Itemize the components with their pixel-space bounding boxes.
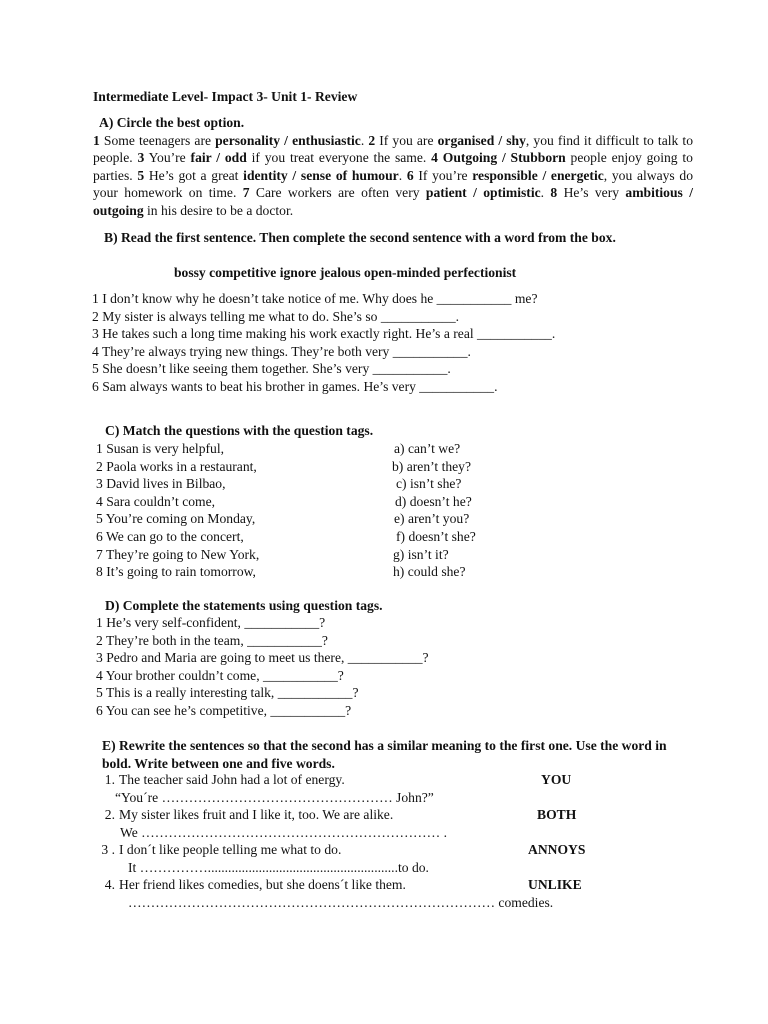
answer-line: ……………………………………………………………………… comedies. <box>128 895 554 910</box>
option-text: 2 <box>368 132 376 148</box>
rewrite-item-4 <box>93 876 406 894</box>
sentence-text: if you treat everyone the same. <box>246 150 432 166</box>
question-item: 5 You’re coming on Monday, <box>96 511 256 527</box>
section-c-heading: C) Match the questions with the question tags. <box>105 423 374 438</box>
option-text: ambitious / outgoing <box>93 185 693 218</box>
list-item: 2 They’re both in the team, ___________? <box>96 632 328 648</box>
sentence-text: Some teenagers are <box>99 132 216 148</box>
item-number: 1. <box>104 772 115 787</box>
section-a-text <box>93 132 693 220</box>
section-a <box>93 114 693 220</box>
sentence-text: people enjoy going to parties. <box>93 150 693 183</box>
tag-item: a) can’t we? <box>394 441 461 456</box>
option-text: 1 <box>93 132 100 148</box>
list-item: 3 He takes such a long time making his work exactly right. He’s a real ___________. <box>92 326 556 342</box>
list-item: 5 She doesn’t like seeing them together. She’s very ___________. <box>92 361 451 377</box>
list-item: 3 Pedro and Maria are going to meet us there, ___________? <box>96 650 429 666</box>
tag-item: d) doesn’t he? <box>395 493 472 509</box>
question-item: 6 We can go to the concert, <box>96 528 244 544</box>
item-number: 2. <box>104 807 115 822</box>
option-text: 5 <box>137 167 145 183</box>
question-item: 4 Sara couldn’t come, <box>96 493 216 509</box>
sentence-text: . <box>398 167 407 183</box>
question-item: 7 They’re going to New York, <box>96 546 260 562</box>
sentence-text: He’s got a great <box>144 167 244 183</box>
section-b-items <box>92 290 555 396</box>
option-text: personality / enthusiastic <box>215 132 361 148</box>
option-text: patient / optimistic <box>425 185 541 201</box>
section-e <box>93 737 683 772</box>
answer-line: “You´re …………………………………………… John?” <box>115 790 434 805</box>
key-word: BOTH <box>537 807 577 822</box>
tag-item: h) could she? <box>393 564 466 580</box>
sentence-text: . <box>360 132 369 148</box>
page-title: Intermediate Level- Impact 3- Unit 1- Review <box>93 89 358 104</box>
key-word: ANNOYS <box>528 842 586 857</box>
sentence-text: You’re <box>144 150 191 166</box>
section-c-questions <box>96 440 259 581</box>
question-item: 1 Susan is very helpful, <box>96 441 224 456</box>
option-text: 4 Outgoing / Stubborn <box>431 150 566 166</box>
list-item: 4 Your brother couldn’t come, ___________? <box>96 667 344 683</box>
tag-item: b) aren’t they? <box>392 458 472 474</box>
section-b <box>80 229 680 247</box>
sentence-text: If you’re <box>413 167 473 183</box>
item-sentence: Her friend likes comedies, but she doens´t like them. <box>119 877 406 892</box>
sentence-text: , you find it difficult to talk to people. <box>93 132 693 166</box>
rewrite-item-1 <box>93 771 345 789</box>
sentence-text: If you are <box>375 132 438 148</box>
answer-line: We ………………………………………………………… . <box>120 825 448 840</box>
answer-line: It ……………........................................................to do. <box>128 860 429 875</box>
key-word: YOU <box>541 772 572 787</box>
section-c-tags <box>392 440 476 581</box>
option-text: 7 <box>242 185 250 201</box>
section-a-heading: A) Circle the best option. <box>99 115 245 130</box>
list-item: 6 You can see he’s competitive, ___________? <box>96 702 352 718</box>
section-d-heading: D) Complete the statements using question tags. <box>105 598 383 613</box>
sentence-text: Care workers are often very <box>249 185 426 201</box>
option-text: fair / odd <box>190 150 247 166</box>
tag-item: c) isn’t she? <box>396 476 462 492</box>
section-d-items <box>96 614 429 720</box>
item-sentence: My sister likes fruit and I like it, too. We are alike. <box>119 807 394 822</box>
sentence-text: in his desire to be a doctor. <box>143 202 294 218</box>
item-sentence: The teacher said John had a lot of energy. <box>119 772 345 787</box>
option-text: organised / shy <box>437 132 526 148</box>
rewrite-item-2 <box>93 806 393 824</box>
item-sentence: I don´t like people telling me what to do. <box>119 842 342 857</box>
option-text: 3 <box>137 150 145 166</box>
list-item: 6 Sam always wants to beat his brother in games. He’s very ___________. <box>92 378 498 394</box>
key-word: UNLIKE <box>528 877 582 892</box>
list-item: 2 My sister is always telling me what to do. She’s so ___________. <box>92 308 460 324</box>
option-text: identity / sense of humour <box>243 167 399 183</box>
list-item: 4 They’re always trying new things. They’re both very ___________. <box>92 343 471 359</box>
tag-item: e) aren’t you? <box>394 511 470 527</box>
sentence-text: He’s very <box>557 185 626 201</box>
list-item: 1 He’s very self-confident, ___________? <box>96 615 326 630</box>
tag-item: g) isn’t it? <box>393 546 449 562</box>
word-box: bossy competitive ignore jealous open-minded perfectionist <box>174 265 517 280</box>
sentence-text: . <box>540 185 551 201</box>
list-item: 5 This is a really interesting talk, ___________? <box>96 685 359 701</box>
question-item: 2 Paola works in a restaurant, <box>96 458 257 474</box>
option-text: responsible / energetic <box>472 167 604 183</box>
list-item: 1 I don’t know why he doesn’t take notice of me. Why does he ___________ me? <box>92 291 538 306</box>
question-item: 3 David lives in Bilbao, <box>96 476 226 492</box>
tag-item: f) doesn’t she? <box>396 528 476 544</box>
rewrite-item-3 <box>93 841 341 859</box>
sentence-text: , you always do your homework on time. <box>93 167 693 201</box>
section-b-heading: B) Read the first sentence. Then complete the second sentence with a word from the box. <box>104 230 616 245</box>
item-number: 3 . <box>101 842 115 857</box>
item-number: 4. <box>104 877 115 892</box>
question-item: 8 It’s going to rain tomorrow, <box>96 564 256 580</box>
option-text: 6 <box>406 167 414 183</box>
option-text: 8 <box>550 185 558 201</box>
section-e-heading: E) Rewrite the sentences so that the second has a similar meaning to the first one. Use the word in bold. Write between one and five words. <box>102 738 667 771</box>
